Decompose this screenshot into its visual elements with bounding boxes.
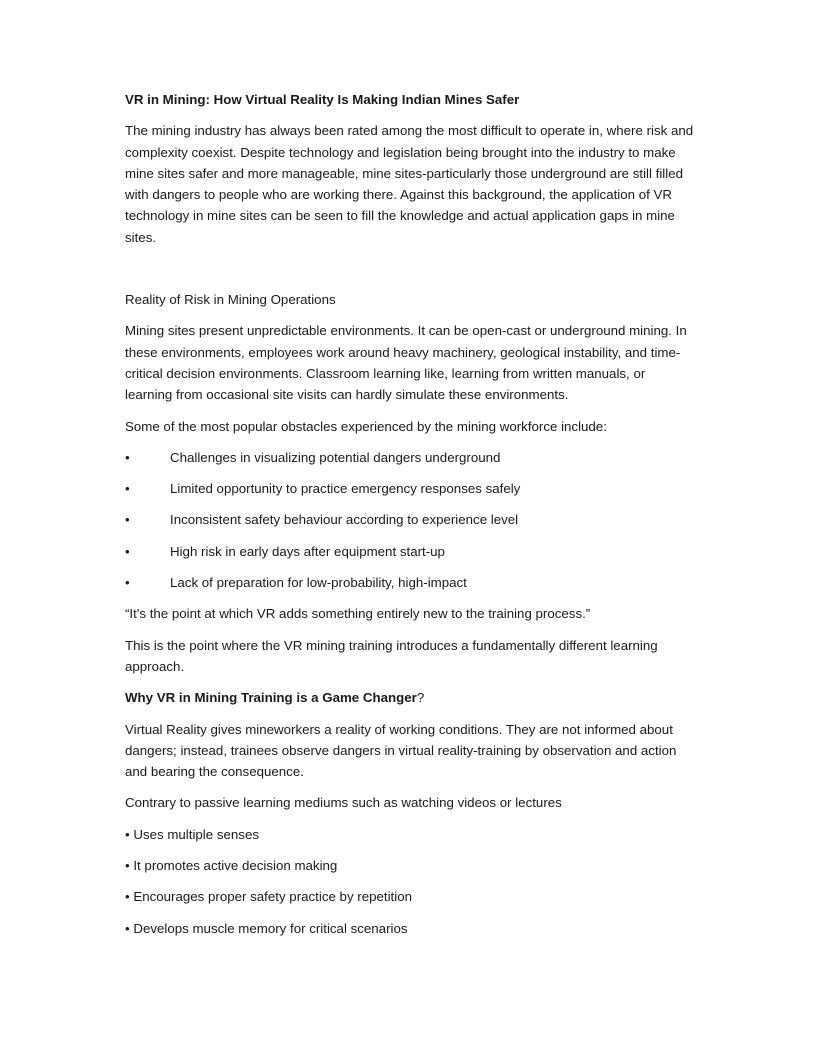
list-item [125,541,695,562]
section2-heading [125,687,695,708]
list-item: • Develops muscle memory for critical scenarios [125,920,408,936]
intro-paragraph: The mining industry has always been rated among the most difficult to operate in, where risk and complexity coexist. Despite technology and legislation being brought into the industry to make mine sites safer and more manageable, mine sites-particularly those underground are still filled with dangers to people who are working there. Against this background, the application of VR technology in mine sites can be seen to fill the knowledge and actual application gaps in mine sites. [125,123,694,245]
bullet-marker: • [125,449,130,465]
section1-heading: Reality of Risk in Mining Operations [125,292,336,308]
article-title: VR in Mining: How Virtual Reality Is Making Indian Mines Safer [125,92,520,107]
section2-paragraph-1: Virtual Reality gives mineworkers a reality of working conditions. They are not informed about dangers; instead, trainees observe dangers in virtual reality-training by observation and action and bearing the consequence. [125,721,677,780]
section2-paragraph-2: Contrary to passive learning mediums such as watching videos or lectures [125,795,562,811]
list-item [125,572,695,593]
list-item-text: High risk in early days after equipment start-up [170,543,445,559]
quote-paragraph: “It's the point at which VR adds something entirely new to the training process.” [125,606,591,622]
section1-paragraph-2: Some of the most popular obstacles experienced by the mining workforce include: [125,418,607,434]
list-item-text: Challenges in visualizing potential dangers underground [170,449,501,465]
list-item-text: Limited opportunity to practice emergency responses safely [170,481,521,497]
list-item [125,447,695,468]
bullet-marker: • [125,543,130,559]
bullet-marker: • [125,481,130,497]
list-item-text: Inconsistent safety behaviour according to experience level [170,512,519,528]
list-item [125,478,695,499]
bullet-marker: • [125,512,130,528]
list-item: • It promotes active decision making [125,858,338,874]
list-item: • Encourages proper safety practice by repetition [125,889,412,905]
section2-heading-tail: ? [416,690,425,706]
section1-paragraph-1: Mining sites present unpredictable environments. It can be open-cast or underground mining. In these environments, employees work around heavy machinery, geological instability, and time-critical decision environments. Classroom learning like, learning from written manuals, or learning from occasional site visits can hardly simulate these environments. [125,323,687,403]
list-item-text: Lack of preparation for low-probability, high-impact [170,575,467,591]
document-body [125,89,695,949]
section2-heading-bold: Why VR in Mining Training is a Game Changer [125,690,417,706]
section1-paragraph-3: This is the point where the VR mining training introduces a fundamentally different learning approach. [125,637,658,674]
list-item: • Uses multiple senses [125,826,259,842]
section-spacer [125,258,695,289]
list-item [125,509,695,530]
bullet-marker: • [125,575,130,591]
